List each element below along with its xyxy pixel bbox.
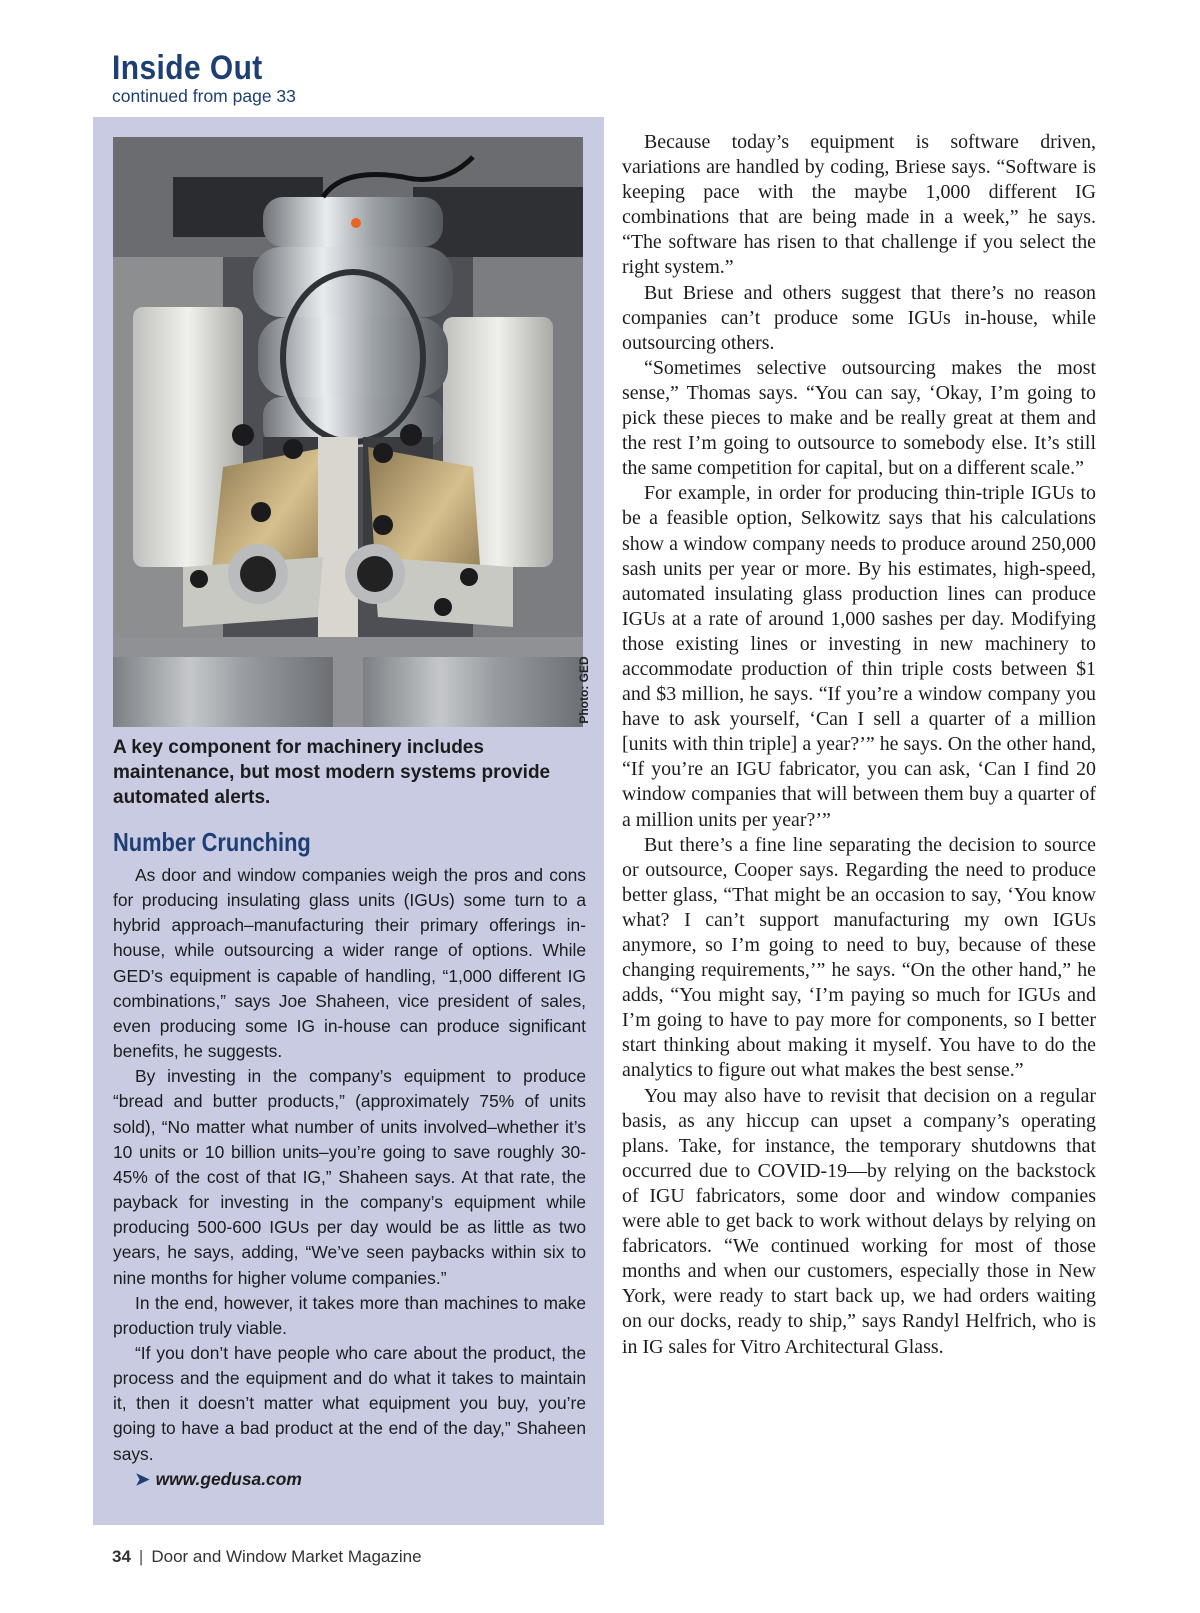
body-paragraph: But there’s a fine line separating the decision to source or outsource, Cooper says. Regarding the need to produce better glass, “That might be an occasion to say, ‘You know what? I can’t support manufacturing my own IGUs anymore, so I’m going to need to buy, because of these changing requirements,’” he says. “On the other hand,” he adds, “You might say, ‘I’m paying so much for IGUs and I’m going to have to pay more for components, so I better start thinking about making it myself. You have to do the analytics to figure out what makes the best sense.” <box>622 833 1096 1082</box>
body-paragraph: For example, in order for producing thin-triple IGUs to be a feasible option, Selkowitz says that his calculations show a window company needs to produce around 250,000 sash units per year or more. By his estimates, high-speed, automated insulating glass production lines can produce IGUs at a rate of around 1,000 sashes per day. Modifying those existing lines or investing in new machinery to accommodate production of thin triple costs between $1 and $3 million, he says. “If you’re a window company you have to ask yourself, ‘Can I sell a quarter of a million [units with thin triple] a year?’” he says. On the other hand, “If you’re an IGU fabricator, you can ask, ‘Can I find 20 window companies that will between them buy a quarter of a million units per year?’” <box>622 482 1096 831</box>
sidebar-paragraph: By investing in the company’s equipment to produce “bread and butter products,” (approximately 75% of units sold), “No matter what number of units involved–whether it’s 10 units or 10 billion units–you’re going to save roughly 30-45% of the cost of that IG,” Shaheen says. At that rate, the payback for investing in the company’s equipment while producing 500-600 IGUs per day would be as little as two years, he says, adding, “We’ve seen paybacks within six to nine months for higher volume companies.” <box>113 1066 586 1288</box>
sidebar-heading: Number Crunching <box>113 827 311 857</box>
body-paragraph: Because today’s equipment is software driven, variations are handled by coding, Briese says. “Software is keeping pace with the maybe 1,000 different IG combinations that are being made in a week,” he says. “The software has risen to that challenge if you select the right system.” <box>622 131 1096 279</box>
continued-note: continued from page 33 <box>112 86 296 106</box>
section-header <box>112 50 296 106</box>
footer-separator: | <box>138 1547 144 1566</box>
sidebar-box <box>93 117 604 1525</box>
website-link[interactable]: www.gedusa.com <box>155 1468 302 1489</box>
sidebar-paragraph: “If you don’t have people who care about the product, the process and the equipment and do what it takes to maintain it, then it doesn’t matter what equipment you buy, you’re going to have a bad product at the end of the day,” Shaheen says. <box>113 1342 586 1464</box>
sidebar-body <box>113 863 586 1492</box>
arrow-right-icon: ➤ <box>135 1468 150 1489</box>
body-paragraph: You may also have to revisit that decision on a regular basis, as any hiccup can upset a company’s operating plans. Take, for instance, the temporary shutdowns that occurred due to COVID-19—by relying on the backstock of IGU fabricators, some door and window companies were able to get back to work without delays by relying on fabricators. “We continued working for most of those months and when our customers, especially those in New York, were ready to start back up, we had orders waiting on our docks, ready to ship,” says Randyl Helfrich, who is in IG sales for Vitro Architectural Glass. <box>622 1084 1096 1358</box>
machinery-photo <box>113 137 583 727</box>
section-title: Inside Out <box>112 49 263 87</box>
photo-credit-box <box>574 650 594 730</box>
publication-name: Door and Window Market Magazine <box>151 1547 422 1566</box>
website-link-line[interactable] <box>113 1467 586 1492</box>
body-paragraph: “Sometimes selective outsourcing makes the most sense,” Thomas says. “You can say, ‘Okay, I’m going to pick these pieces to make and be really great at them and the rest I’m going to outsource to somebody else. It’s still the same competition for capital, but on a different scale.” <box>622 356 1096 480</box>
page-footer <box>112 1547 422 1567</box>
photo-caption: A key component for machinery includes maintenance, but most modern systems provide automated alerts. <box>113 737 551 808</box>
main-column <box>622 130 1096 1360</box>
body-paragraph: But Briese and others suggest that there’s no reason companies can’t produce some IGUs in-house, while outsourcing others. <box>622 281 1096 354</box>
sidebar-paragraph: In the end, however, it takes more than machines to make production truly viable. <box>113 1292 586 1338</box>
machinery-photo-icon <box>113 137 583 727</box>
photo-credit: Photo: GED <box>577 656 591 724</box>
sidebar-paragraph: As door and window companies weigh the pros and cons for producing insulating glass units (IGUs) some turn to a hybrid approach–manufacturing their primary offerings in-house, while outsourcing a wider range of options. While GED’s equipment is capable of handling, “1,000 different IG combinations,” says Joe Shaheen, vice president of sales, even producing some IG in-house can produce significant benefits, he suggests. <box>113 865 586 1062</box>
page-number: 34 <box>112 1547 131 1566</box>
